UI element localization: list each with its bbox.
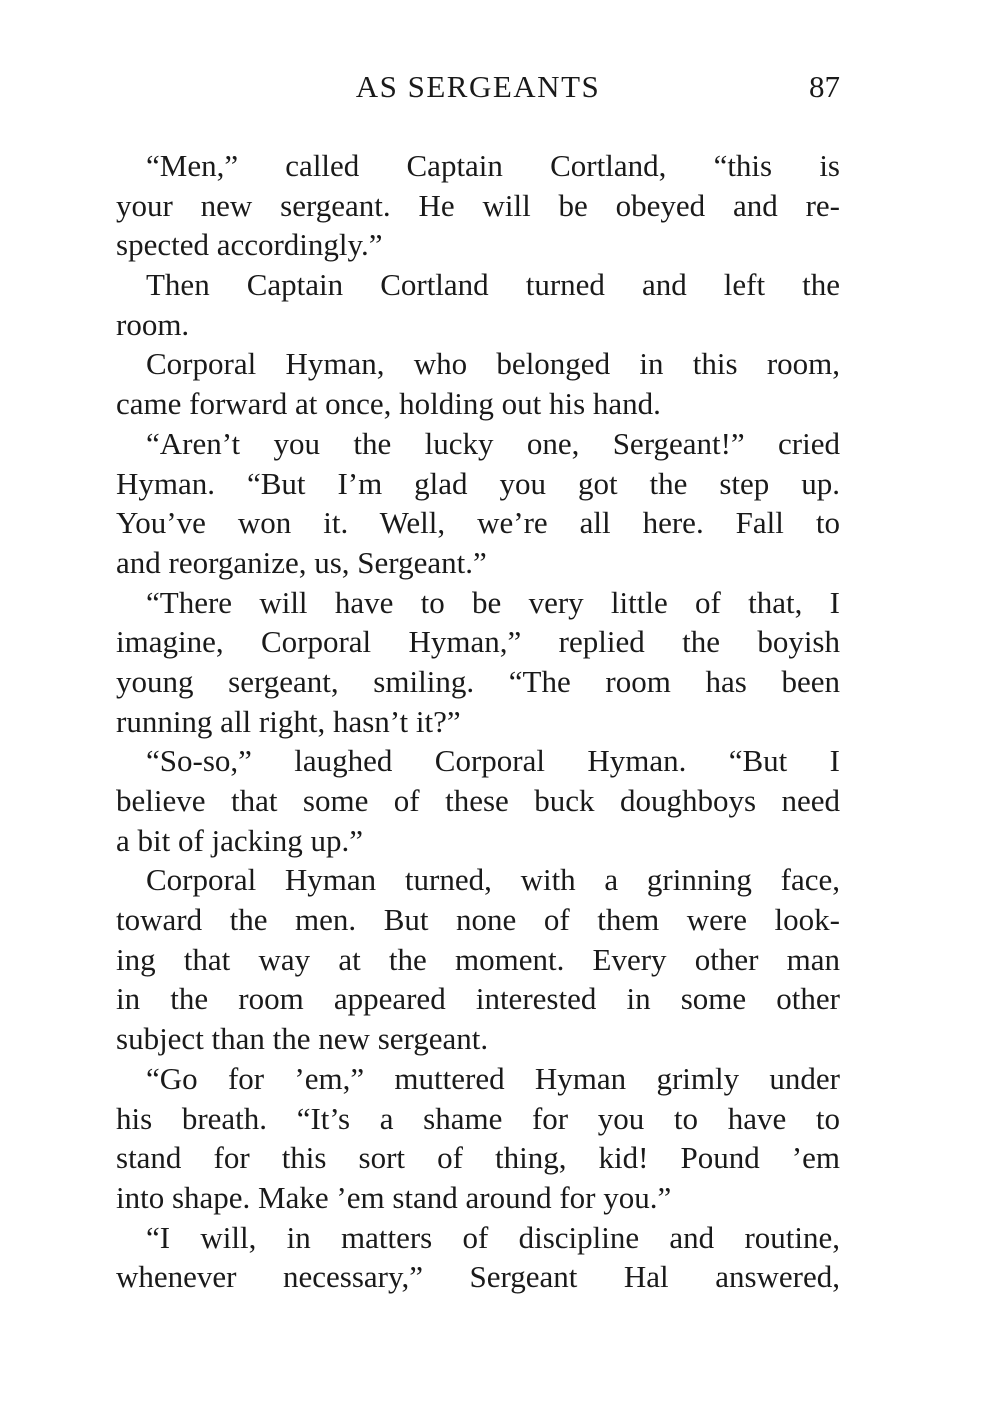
text-line: and reorganize, us, Sergeant.”	[116, 544, 487, 580]
text-line: young sergeant, smiling. “The room has been	[116, 663, 840, 699]
text-line: stand for this sort of thing, kid! Pound ’em	[116, 1140, 840, 1176]
text-line: imagine, Corporal Hyman,” replied the boyish	[116, 624, 840, 660]
text-line: Corporal Hyman turned, with a grinning face,	[146, 862, 840, 898]
text-line: toward the men. But none of them were look-	[116, 902, 840, 938]
text-line: “So-so,” laughed Corporal Hyman. “But I	[146, 743, 840, 779]
running-title: AS SERGEANTS	[355, 69, 601, 104]
text-line: spected accordingly.”	[116, 227, 383, 263]
text-line: a bit of jacking up.”	[116, 822, 364, 858]
text-line: his breath. “It’s a shame for you to have to	[116, 1100, 840, 1136]
text-line: in the room appeared interested in some other	[116, 981, 840, 1017]
text-line: “I will, in matters of discipline and routine,	[146, 1219, 840, 1255]
text-line: “Aren’t you the lucky one, Sergeant!” cried	[146, 425, 840, 461]
text-line: whenever necessary,” Sergeant Hal answered,	[116, 1259, 840, 1295]
page-number: 87	[809, 69, 840, 104]
text-line: your new sergeant. He will be obeyed and re-	[116, 187, 840, 223]
text-line: Hyman. “But I’m glad you got the step up.	[116, 465, 840, 501]
text-line: believe that some of these buck doughboys need	[116, 783, 840, 818]
text-line: came forward at once, holding out his hand.	[116, 386, 661, 422]
text-line: Corporal Hyman, who belonged in this room,	[146, 346, 840, 382]
text-line: ing that way at the moment. Every other man	[116, 941, 840, 977]
text-line: You’ve won it. Well, we’re all here. Fall to	[116, 505, 840, 541]
text-line: subject than the new sergeant.	[116, 1021, 489, 1057]
body-text	[116, 146, 840, 1297]
text-line: “Go for ’em,” muttered Hyman grimly under	[146, 1060, 840, 1096]
text-line: Then Captain Cortland turned and left the	[146, 267, 840, 303]
text-line: running all right, hasn’t it?”	[116, 703, 461, 739]
running-head	[116, 62, 840, 112]
text-line: into shape. Make ’em stand around for you.”	[116, 1179, 672, 1215]
text-line: “There will have to be very little of that, I	[146, 584, 840, 620]
text-line: “Men,” called Captain Cortland, “this is	[146, 148, 840, 183]
text-line: room.	[116, 306, 190, 342]
